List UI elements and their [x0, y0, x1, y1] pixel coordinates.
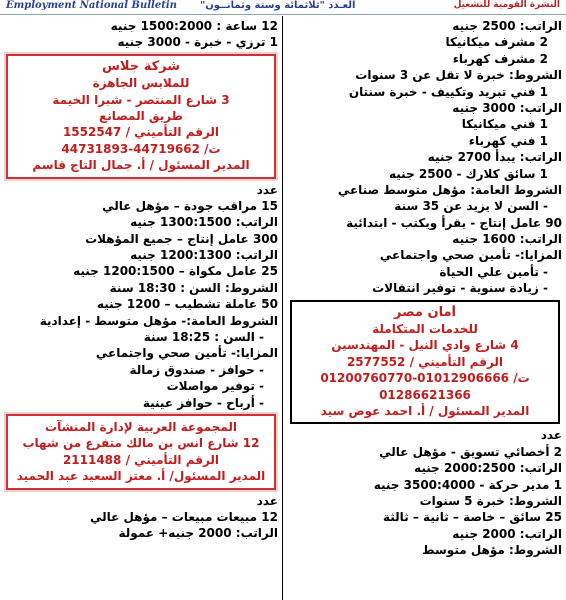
- job-line: 50 عاملة تشطيب – 1200 جنيه: [96, 297, 278, 312]
- job-line: 2 مشرف كهرباء: [452, 51, 548, 66]
- job-line: - السن : 18:25 سنة: [143, 330, 264, 345]
- job-line: - تأمين علي الحياة: [439, 264, 548, 279]
- bulletin-logo-text: النشرة القومية للتشغيل: [453, 0, 560, 10]
- job-line: الراتب: 1300:1500 جنيه: [130, 215, 278, 230]
- company-name: المجموعة العربية لإدارة المنشآت: [45, 419, 237, 434]
- job-line: 12 ساعة : 1500:2000 جنيه: [110, 19, 278, 33]
- job-line: 1 فني كهرباء: [468, 133, 548, 148]
- job-line: 25 سائق – خاصة – ثانية – ثالثة: [383, 510, 562, 525]
- job-line: 90 عامل إنتاج - يقرأ ويكتب - ابتدائية: [346, 215, 562, 230]
- job-line: 300 عامل إنتاج – جميع المؤهلات: [85, 231, 278, 246]
- job-line: الشروط: خبرة 5 سنوات: [419, 493, 562, 508]
- page-header: [0, 0, 566, 15]
- company-name: أمان مصر: [394, 304, 456, 320]
- job-line: - أرباح - حوافز عينية: [142, 395, 264, 410]
- job-line: الشروط: السن : 18:30 سنة: [109, 280, 278, 295]
- job-line: الراتب: 2500 جنيه: [452, 19, 562, 33]
- job-line: الراتب: 2000 جنيه: [452, 526, 562, 541]
- company-manager: المدير المسئول / أ. جمال التاج قاسم: [32, 158, 250, 173]
- company-insurance: الرقم التأميني / 2577552: [346, 354, 504, 369]
- job-line: 2 مشرف ميكانيكا: [445, 35, 548, 50]
- company-phone: 01286621366: [379, 387, 471, 402]
- job-line: الراتب: 3000 جنيه: [452, 100, 562, 115]
- company-insurance: الرقم التأميني / 1552547: [62, 125, 220, 140]
- job-line: الراتب: 1600 جنيه: [452, 232, 562, 247]
- job-line: - حوافز - صندوق زمالة: [129, 362, 264, 377]
- job-line: الراتب: 2000 جنيه+ عمولة: [118, 526, 278, 541]
- job-line: الراتب: يبدأ 2700 جنيه: [427, 150, 562, 165]
- job-line: 15 مراقب جودة – مؤهل عالي: [102, 198, 278, 213]
- job-line: عدد: [256, 182, 278, 197]
- right-column: [288, 18, 562, 559]
- job-line: 12 مبيعات مبيعات – مؤهل عالي: [89, 509, 278, 524]
- job-line: الشروط: خبرة لا تقل عن 3 سنوات: [355, 68, 562, 83]
- job-line: - زيادة سنوية - توفير انتقالات: [372, 281, 548, 296]
- company-manager: المدير المسئول/ أ. معتز السعيد عبد الحميد: [16, 469, 266, 484]
- job-line: 1 فني تبريد وتكييف - خبرة سنتان: [348, 84, 548, 99]
- company-box-glass: [6, 54, 276, 179]
- job-line: الراتب: 2000:2500 جنيه: [414, 461, 562, 476]
- company-box-aman-misr: [290, 300, 560, 425]
- company-name: شركة جلاس: [101, 58, 181, 74]
- job-line: 1 مدير حركة - 3500:4000 جنيه: [373, 477, 562, 492]
- column-divider: [282, 16, 283, 600]
- company-phone: ت/ 44719662-44731893: [61, 141, 221, 156]
- job-line: الراتب: 1200:1300 جنيه: [130, 248, 278, 263]
- company-manager: المدير المسئول / أ. احمد عوض سيد: [320, 403, 530, 418]
- job-line: المزايا:- تأمين صحي واجتماعي: [95, 346, 278, 361]
- company-field: للخدمات المتكاملة: [372, 322, 478, 337]
- job-line: المزايا:- تأمين صحي واجتماعي: [379, 248, 562, 263]
- left-column: [4, 18, 278, 542]
- job-line: الشروط العامة:- مؤهل متوسط - إعدادية: [39, 313, 278, 328]
- issue-number: العـدد "ثلاثمائة وستة وثمانــون": [200, 0, 356, 11]
- company-phone: ت/ 01012906666-01200760770: [320, 371, 530, 386]
- job-line: عدد: [540, 428, 562, 443]
- job-line: عدد: [256, 493, 278, 508]
- company-box-arab-group: [6, 414, 276, 490]
- company-address: 4 شارع وادي النيل - المهندسين: [331, 338, 519, 353]
- company-address: 3 شارع المنتصر - شبرا الخيمة: [52, 92, 230, 107]
- job-line: 1 سائق كلارك - 2500 جنيه: [389, 166, 548, 181]
- job-line: الشروط: مؤهل متوسط: [422, 543, 562, 558]
- job-line: 2 أخصائي تسويق - مؤهل عالي: [379, 444, 562, 459]
- job-line: - السن لا يزيد عن 35 سنة: [394, 199, 548, 214]
- job-line: 25 عامل مكواة – 1200:1500 جنيه: [73, 264, 278, 279]
- company-field: للملابس الجاهزة: [92, 76, 190, 91]
- job-line: 1 ترزي - خبرة - 3000 جنيه: [117, 35, 278, 50]
- job-line: 1 فني ميكانيكا: [461, 117, 548, 132]
- bulletin-english-title: Employment National Bulletin: [6, 0, 177, 11]
- job-line: - توفير مواصلات: [166, 379, 264, 394]
- job-line: الشروط العامة: مؤهل متوسط صناعي: [337, 182, 562, 197]
- company-address: طريق المصانع: [99, 108, 183, 123]
- company-insurance: الرقم التأميني / 2111488: [62, 452, 220, 467]
- company-address: 12 شارع انس بن مالك متفرع من شهاب: [22, 436, 260, 451]
